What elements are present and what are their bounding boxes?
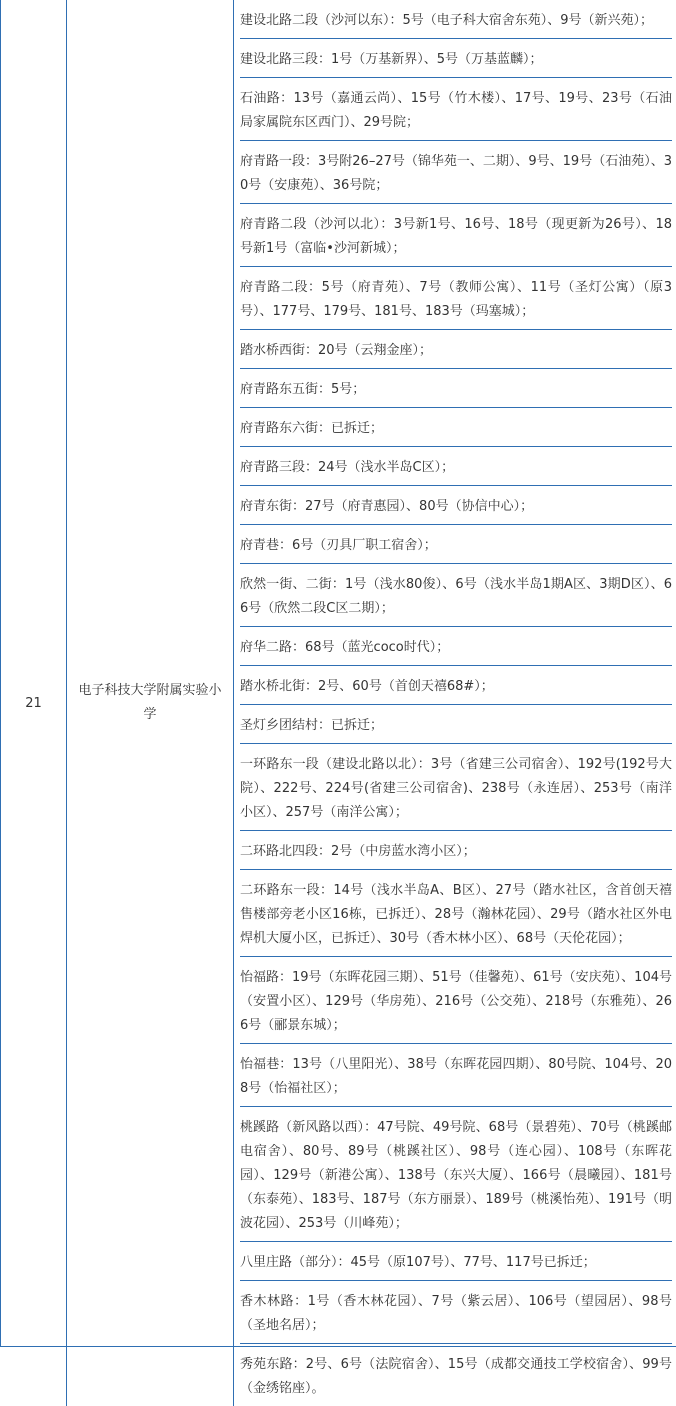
- area-entry: 府青巷：6号（刃具厂职工宿舍）；: [240, 525, 672, 564]
- area-entry: 建设北路二段（沙河以东）：5号（电子科大宿舍东苑）、9号（新兴苑）；: [240, 0, 672, 39]
- school-name-cell: [67, 0, 234, 1406]
- area-entry: 踏水桥西街：20号（云翔金座）；: [240, 330, 672, 369]
- area-entry: 香木林路：1号（香木林花园）、7号（紫云居）、106号（望园居）、98号（圣地名居）；: [240, 1281, 672, 1344]
- district-areas-cell: [234, 0, 676, 1406]
- row-number: 21: [25, 695, 42, 711]
- area-entry: 圣灯乡团结村：已拆迁；: [240, 705, 672, 744]
- area-entry: 府青路东六街：已拆迁；: [240, 408, 672, 447]
- area-entry: 府青路三段：24号（浅水半岛C区）；: [240, 447, 672, 486]
- area-entry: 二环路东一段：14号（浅水半岛A、B区）、27号（踏水社区，含首创天禧售楼部旁老小区16栋，已拆迁）、28号（瀚林花园）、29号（踏水社区外电焊机大厦小区，已拆迁）、30号（香木林小区）、68号（天伦花园）；: [240, 870, 672, 957]
- area-entry: 踏水桥北街：2号、60号（首创天禧68#）；: [240, 666, 672, 705]
- area-entry: 欣然一街、二街：1号（浅水80俊）、6号（浅水半岛1期A区、3期D区）、66号（欣然二段C区二期）；: [240, 564, 672, 627]
- area-entry: 二环路北四段：2号（中房蓝水湾小区）；: [240, 831, 672, 870]
- area-entry: 府青东街：27号（府青惠园）、80号（协信中心）；: [240, 486, 672, 525]
- area-entry: 一环路东一段（建设北路以北）：3号（省建三公司宿舍）、192号(192号大院）、222号、224号(省建三公司宿舍)、238号（永连居）、253号（南洋小区）、257号（南洋公寓）；: [240, 744, 672, 831]
- area-entry: 建设北路三段：1号（万基新界）、5号（万基蓝麟）；: [240, 39, 672, 78]
- area-entry: 府华二路：68号（蓝光coco时代）；: [240, 627, 672, 666]
- area-entry: 府青路二段（沙河以北）：3号新1号、16号、18号（现更新为26号）、18号新1号（富临•沙河新城）；: [240, 204, 672, 267]
- area-entry: 八里庄路（部分）：45号（原107号）、77号、117号已拆迁；: [240, 1242, 672, 1281]
- row-number-cell: [1, 0, 67, 1406]
- school-name: 电子科技大学附属实验小学: [78, 683, 222, 722]
- area-entry: 府青路二段：5号（府青苑）、7号（教师公寓）、11号（圣灯公寓）（原3号）、177号、179号、181号、183号（玛塞城）；: [240, 267, 672, 330]
- area-entry: 府青路东五街：5号；: [240, 369, 672, 408]
- area-entry: 桃蹊路（新风路以西）：47号院、49号院、68号（景碧苑）、70号（桃蹊邮电宿舍）、80号、89号（桃蹊社区）、98号（连心园）、108号（东晖花园）、129号（新港公寓）、138号（东兴大厦）、166号（晨曦园）、181号（东泰苑）、183号、187号（东方丽景）、189号（桃溪怡苑）、191号（明波花园）、253号（川峰苑）；: [240, 1107, 672, 1242]
- area-entry: 石油路：13号（嘉通云尚）、15号（竹木楼）、17号、19号、23号（石油局家属院东区西门）、29号院；: [240, 78, 672, 141]
- area-entry: 怡福路：19号（东晖花园三期）、51号（佳馨苑）、61号（安庆苑）、104号（安置小区）、129号（华房苑）、216号（公交苑）、218号（东雅苑）、266号（郦景东城）；: [240, 957, 672, 1044]
- area-entry: 怡福巷：13号（八里阳光）、38号（东晖花园四期）、80号院、104号、208号（怡福社区）；: [240, 1044, 672, 1107]
- area-entry: 秀苑东路：2号、6号（法院宿舍）、15号（成都交通技工学校宿舍）、99号（金绣铭座）。: [240, 1357, 672, 1396]
- area-entry: 府青路一段：3号附26–27号（锦华苑一、二期）、9号、19号（石油苑）、30号（安康苑）、36号院；: [240, 141, 672, 204]
